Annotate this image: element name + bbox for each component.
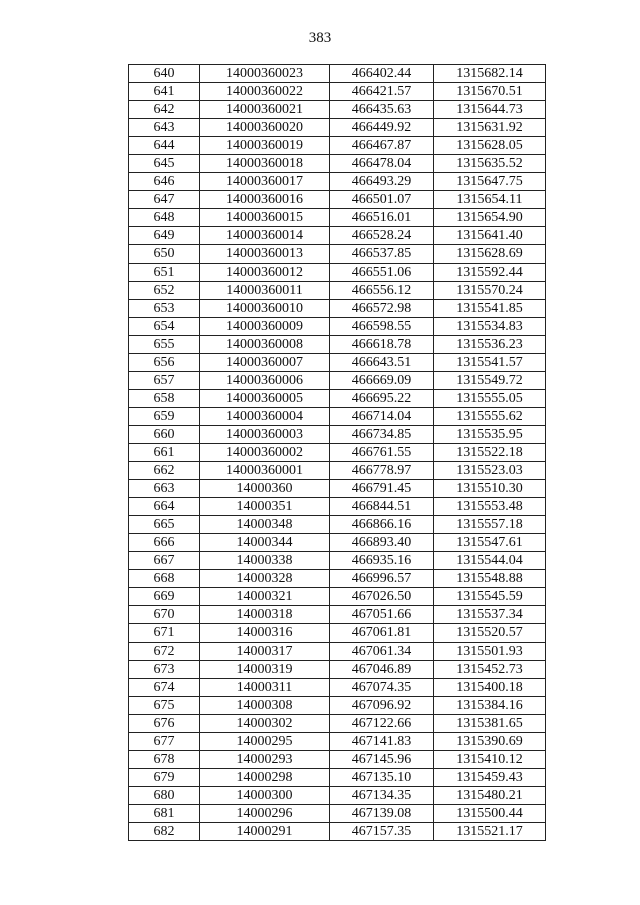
row-number-cell: 644 — [129, 137, 200, 155]
x-coordinate-cell: 466778.97 — [330, 462, 434, 480]
y-coordinate-cell: 1315522.18 — [434, 443, 546, 461]
point-id-cell: 14000298 — [200, 768, 330, 786]
row-number-cell: 642 — [129, 101, 200, 119]
table-row — [129, 227, 546, 245]
x-coordinate-cell: 466537.85 — [330, 245, 434, 263]
y-coordinate-cell: 1315459.43 — [434, 768, 546, 786]
row-number-cell: 647 — [129, 191, 200, 209]
y-coordinate-cell: 1315480.21 — [434, 786, 546, 804]
y-coordinate-cell: 1315557.18 — [434, 516, 546, 534]
y-coordinate-cell: 1315520.57 — [434, 624, 546, 642]
row-number-cell: 651 — [129, 263, 200, 281]
point-id-cell: 14000360009 — [200, 317, 330, 335]
point-id-cell: 14000360018 — [200, 155, 330, 173]
point-id-cell: 14000360015 — [200, 209, 330, 227]
y-coordinate-cell: 1315553.48 — [434, 498, 546, 516]
x-coordinate-cell: 466695.22 — [330, 389, 434, 407]
point-id-cell: 14000360 — [200, 480, 330, 498]
point-id-cell: 14000317 — [200, 642, 330, 660]
table-row — [129, 732, 546, 750]
point-id-cell: 14000291 — [200, 822, 330, 840]
y-coordinate-cell: 1315534.83 — [434, 317, 546, 335]
row-number-cell: 674 — [129, 678, 200, 696]
row-number-cell: 659 — [129, 407, 200, 425]
table-row — [129, 696, 546, 714]
x-coordinate-cell: 466893.40 — [330, 534, 434, 552]
y-coordinate-cell: 1315555.05 — [434, 389, 546, 407]
row-number-cell: 648 — [129, 209, 200, 227]
y-coordinate-cell: 1315647.75 — [434, 173, 546, 191]
table-row — [129, 425, 546, 443]
y-coordinate-cell: 1315682.14 — [434, 65, 546, 83]
table-row — [129, 480, 546, 498]
row-number-cell: 665 — [129, 516, 200, 534]
point-id-cell: 14000321 — [200, 588, 330, 606]
y-coordinate-cell: 1315635.52 — [434, 155, 546, 173]
row-number-cell: 675 — [129, 696, 200, 714]
point-id-cell: 14000311 — [200, 678, 330, 696]
table-row — [129, 119, 546, 137]
table-row — [129, 804, 546, 822]
point-id-cell: 14000296 — [200, 804, 330, 822]
row-number-cell: 641 — [129, 83, 200, 101]
point-id-cell: 14000360022 — [200, 83, 330, 101]
point-id-cell: 14000360001 — [200, 462, 330, 480]
x-coordinate-cell: 467046.89 — [330, 660, 434, 678]
row-number-cell: 653 — [129, 299, 200, 317]
x-coordinate-cell: 466478.04 — [330, 155, 434, 173]
y-coordinate-cell: 1315500.44 — [434, 804, 546, 822]
row-number-cell: 682 — [129, 822, 200, 840]
point-id-cell: 14000360005 — [200, 389, 330, 407]
table-row — [129, 534, 546, 552]
row-number-cell: 654 — [129, 317, 200, 335]
x-coordinate-cell: 467061.81 — [330, 624, 434, 642]
y-coordinate-cell: 1315592.44 — [434, 263, 546, 281]
row-number-cell: 662 — [129, 462, 200, 480]
point-id-cell: 14000360021 — [200, 101, 330, 119]
x-coordinate-cell: 466449.92 — [330, 119, 434, 137]
table-row — [129, 353, 546, 371]
row-number-cell: 678 — [129, 750, 200, 768]
y-coordinate-cell: 1315510.30 — [434, 480, 546, 498]
y-coordinate-cell: 1315548.88 — [434, 570, 546, 588]
table-row — [129, 137, 546, 155]
table-row — [129, 660, 546, 678]
y-coordinate-cell: 1315545.59 — [434, 588, 546, 606]
point-id-cell: 14000360007 — [200, 353, 330, 371]
table-row — [129, 281, 546, 299]
y-coordinate-cell: 1315521.17 — [434, 822, 546, 840]
x-coordinate-cell: 467026.50 — [330, 588, 434, 606]
table-row — [129, 552, 546, 570]
page-number: 383 — [308, 30, 332, 46]
coordinates-table — [128, 64, 546, 841]
y-coordinate-cell: 1315644.73 — [434, 101, 546, 119]
table-row — [129, 317, 546, 335]
x-coordinate-cell: 467145.96 — [330, 750, 434, 768]
x-coordinate-cell: 466528.24 — [330, 227, 434, 245]
y-coordinate-cell: 1315501.93 — [434, 642, 546, 660]
table-row — [129, 263, 546, 281]
x-coordinate-cell: 466493.29 — [330, 173, 434, 191]
row-number-cell: 664 — [129, 498, 200, 516]
point-id-cell: 14000360011 — [200, 281, 330, 299]
row-number-cell: 645 — [129, 155, 200, 173]
y-coordinate-cell: 1315390.69 — [434, 732, 546, 750]
x-coordinate-cell: 466669.09 — [330, 371, 434, 389]
table-row — [129, 516, 546, 534]
point-id-cell: 14000328 — [200, 570, 330, 588]
x-coordinate-cell: 466467.87 — [330, 137, 434, 155]
table-row — [129, 83, 546, 101]
y-coordinate-cell: 1315410.12 — [434, 750, 546, 768]
y-coordinate-cell: 1315641.40 — [434, 227, 546, 245]
x-coordinate-cell: 466421.57 — [330, 83, 434, 101]
table-row — [129, 642, 546, 660]
y-coordinate-cell: 1315654.90 — [434, 209, 546, 227]
table-row — [129, 588, 546, 606]
row-number-cell: 656 — [129, 353, 200, 371]
y-coordinate-cell: 1315631.92 — [434, 119, 546, 137]
table-row — [129, 389, 546, 407]
point-id-cell: 14000302 — [200, 714, 330, 732]
row-number-cell: 676 — [129, 714, 200, 732]
point-id-cell: 14000319 — [200, 660, 330, 678]
x-coordinate-cell: 466761.55 — [330, 443, 434, 461]
table-row — [129, 678, 546, 696]
point-id-cell: 14000360014 — [200, 227, 330, 245]
point-id-cell: 14000300 — [200, 786, 330, 804]
row-number-cell: 669 — [129, 588, 200, 606]
point-id-cell: 14000360002 — [200, 443, 330, 461]
y-coordinate-cell: 1315452.73 — [434, 660, 546, 678]
table-row — [129, 768, 546, 786]
y-coordinate-cell: 1315536.23 — [434, 335, 546, 353]
y-coordinate-cell: 1315670.51 — [434, 83, 546, 101]
table-row — [129, 714, 546, 732]
table-row — [129, 443, 546, 461]
x-coordinate-cell: 467051.66 — [330, 606, 434, 624]
x-coordinate-cell: 466501.07 — [330, 191, 434, 209]
table-row — [129, 624, 546, 642]
point-id-cell: 14000295 — [200, 732, 330, 750]
x-coordinate-cell: 467061.34 — [330, 642, 434, 660]
y-coordinate-cell: 1315535.95 — [434, 425, 546, 443]
row-number-cell: 657 — [129, 371, 200, 389]
coordinates-table-body — [129, 65, 546, 841]
x-coordinate-cell: 466572.98 — [330, 299, 434, 317]
table-row — [129, 335, 546, 353]
point-id-cell: 14000293 — [200, 750, 330, 768]
y-coordinate-cell: 1315570.24 — [434, 281, 546, 299]
row-number-cell: 655 — [129, 335, 200, 353]
x-coordinate-cell: 466844.51 — [330, 498, 434, 516]
y-coordinate-cell: 1315654.11 — [434, 191, 546, 209]
x-coordinate-cell: 466551.06 — [330, 263, 434, 281]
table-row — [129, 65, 546, 83]
y-coordinate-cell: 1315628.05 — [434, 137, 546, 155]
x-coordinate-cell: 466556.12 — [330, 281, 434, 299]
point-id-cell: 14000360016 — [200, 191, 330, 209]
point-id-cell: 14000360023 — [200, 65, 330, 83]
y-coordinate-cell: 1315628.69 — [434, 245, 546, 263]
row-number-cell: 640 — [129, 65, 200, 83]
x-coordinate-cell: 466643.51 — [330, 353, 434, 371]
row-number-cell: 680 — [129, 786, 200, 804]
point-id-cell: 14000344 — [200, 534, 330, 552]
point-id-cell: 14000351 — [200, 498, 330, 516]
y-coordinate-cell: 1315384.16 — [434, 696, 546, 714]
point-id-cell: 14000360010 — [200, 299, 330, 317]
y-coordinate-cell: 1315541.85 — [434, 299, 546, 317]
y-coordinate-cell: 1315549.72 — [434, 371, 546, 389]
x-coordinate-cell: 467139.08 — [330, 804, 434, 822]
point-id-cell: 14000360019 — [200, 137, 330, 155]
x-coordinate-cell: 466598.55 — [330, 317, 434, 335]
table-row — [129, 498, 546, 516]
table-row — [129, 173, 546, 191]
x-coordinate-cell: 467134.35 — [330, 786, 434, 804]
row-number-cell: 652 — [129, 281, 200, 299]
y-coordinate-cell: 1315544.04 — [434, 552, 546, 570]
x-coordinate-cell: 467135.10 — [330, 768, 434, 786]
row-number-cell: 671 — [129, 624, 200, 642]
table-row — [129, 606, 546, 624]
table-row — [129, 822, 546, 840]
x-coordinate-cell: 466734.85 — [330, 425, 434, 443]
row-number-cell: 666 — [129, 534, 200, 552]
x-coordinate-cell: 466996.57 — [330, 570, 434, 588]
table-row — [129, 299, 546, 317]
row-number-cell: 663 — [129, 480, 200, 498]
y-coordinate-cell: 1315400.18 — [434, 678, 546, 696]
table-row — [129, 191, 546, 209]
row-number-cell: 660 — [129, 425, 200, 443]
x-coordinate-cell: 467157.35 — [330, 822, 434, 840]
table-row — [129, 462, 546, 480]
row-number-cell: 668 — [129, 570, 200, 588]
point-id-cell: 14000360013 — [200, 245, 330, 263]
table-row — [129, 371, 546, 389]
row-number-cell: 658 — [129, 389, 200, 407]
point-id-cell: 14000360003 — [200, 425, 330, 443]
row-number-cell: 672 — [129, 642, 200, 660]
x-coordinate-cell: 466435.63 — [330, 101, 434, 119]
table-row — [129, 245, 546, 263]
row-number-cell: 670 — [129, 606, 200, 624]
point-id-cell: 14000348 — [200, 516, 330, 534]
y-coordinate-cell: 1315547.61 — [434, 534, 546, 552]
x-coordinate-cell: 466516.01 — [330, 209, 434, 227]
x-coordinate-cell: 467096.92 — [330, 696, 434, 714]
point-id-cell: 14000318 — [200, 606, 330, 624]
x-coordinate-cell: 466866.16 — [330, 516, 434, 534]
point-id-cell: 14000360004 — [200, 407, 330, 425]
row-number-cell: 673 — [129, 660, 200, 678]
row-number-cell: 661 — [129, 443, 200, 461]
table-row — [129, 570, 546, 588]
x-coordinate-cell: 466935.16 — [330, 552, 434, 570]
row-number-cell: 681 — [129, 804, 200, 822]
point-id-cell: 14000338 — [200, 552, 330, 570]
x-coordinate-cell: 466618.78 — [330, 335, 434, 353]
point-id-cell: 14000360020 — [200, 119, 330, 137]
row-number-cell: 643 — [129, 119, 200, 137]
x-coordinate-cell: 467141.83 — [330, 732, 434, 750]
x-coordinate-cell: 466791.45 — [330, 480, 434, 498]
point-id-cell: 14000308 — [200, 696, 330, 714]
x-coordinate-cell: 467122.66 — [330, 714, 434, 732]
row-number-cell: 649 — [129, 227, 200, 245]
table-row — [129, 750, 546, 768]
point-id-cell: 14000360008 — [200, 335, 330, 353]
row-number-cell: 667 — [129, 552, 200, 570]
row-number-cell: 650 — [129, 245, 200, 263]
y-coordinate-cell: 1315555.62 — [434, 407, 546, 425]
point-id-cell: 14000360012 — [200, 263, 330, 281]
table-row — [129, 407, 546, 425]
table-row — [129, 155, 546, 173]
row-number-cell: 677 — [129, 732, 200, 750]
point-id-cell: 14000360006 — [200, 371, 330, 389]
row-number-cell: 646 — [129, 173, 200, 191]
table-row — [129, 209, 546, 227]
x-coordinate-cell: 466402.44 — [330, 65, 434, 83]
table-row — [129, 786, 546, 804]
y-coordinate-cell: 1315523.03 — [434, 462, 546, 480]
table-row — [129, 101, 546, 119]
point-id-cell: 14000360017 — [200, 173, 330, 191]
y-coordinate-cell: 1315541.57 — [434, 353, 546, 371]
x-coordinate-cell: 466714.04 — [330, 407, 434, 425]
y-coordinate-cell: 1315381.65 — [434, 714, 546, 732]
row-number-cell: 679 — [129, 768, 200, 786]
point-id-cell: 14000316 — [200, 624, 330, 642]
x-coordinate-cell: 467074.35 — [330, 678, 434, 696]
y-coordinate-cell: 1315537.34 — [434, 606, 546, 624]
